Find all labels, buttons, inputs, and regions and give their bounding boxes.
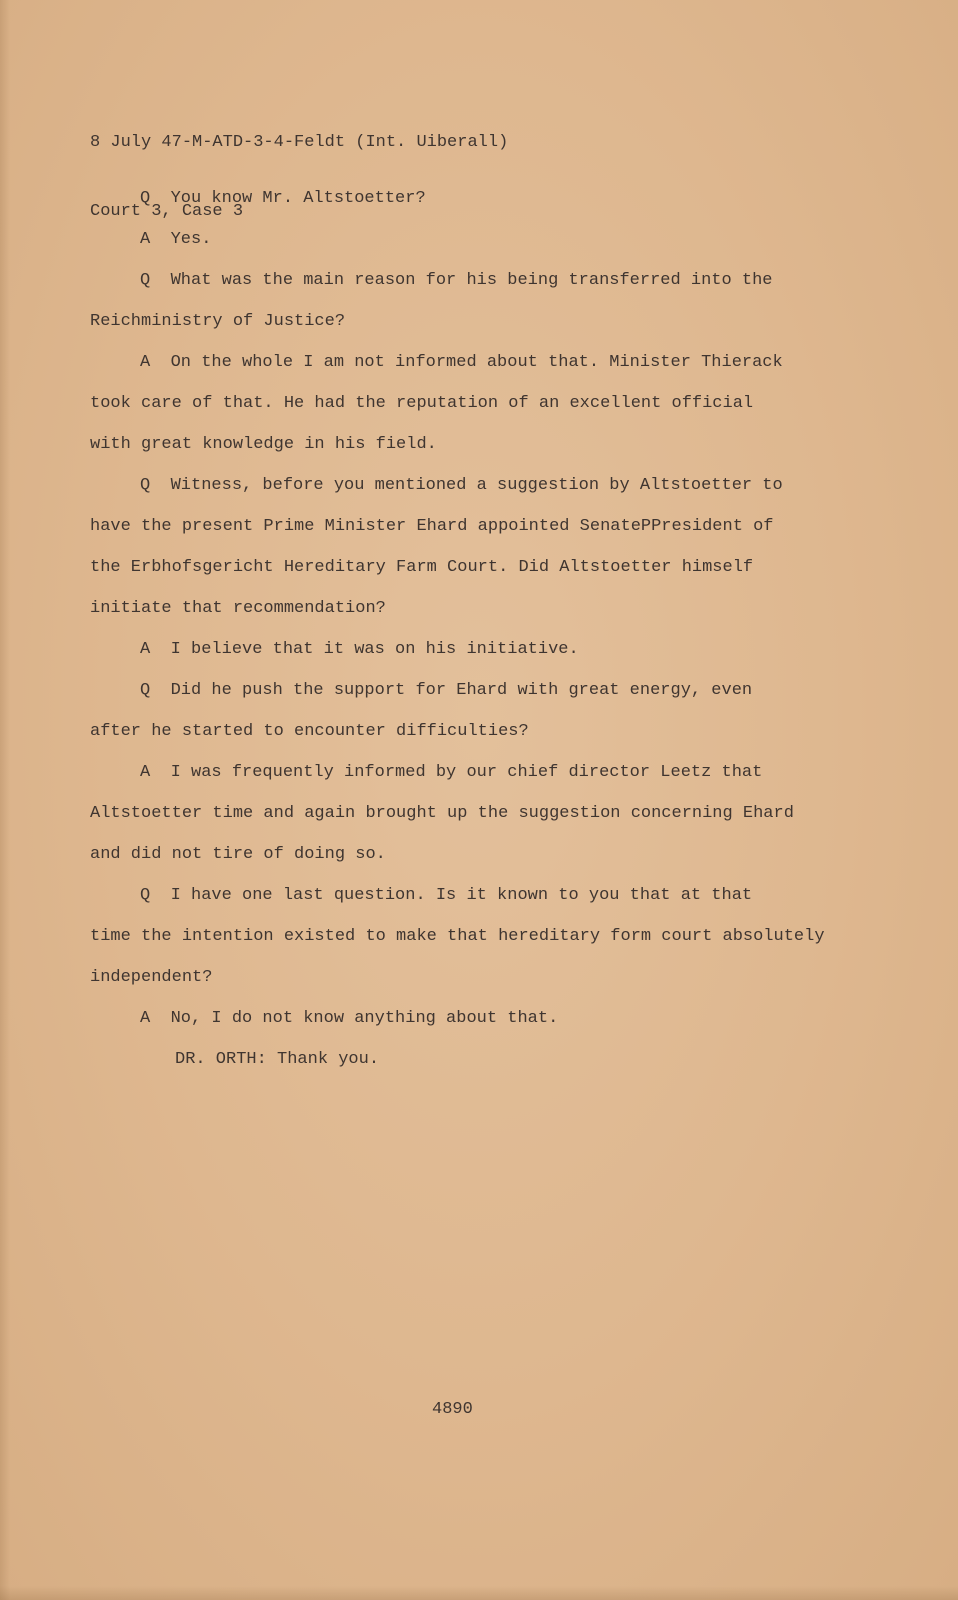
transcript-line: Q Witness, before you mentioned a suggestion by Altstoetter to [140, 476, 783, 495]
header-line-1: 8 July 47-M-ATD-3-4-Feldt (Int. Uiberall) [90, 133, 509, 152]
transcript-line: with great knowledge in his field. [90, 435, 437, 454]
paper-edge-shadow [0, 0, 10, 1600]
transcript-line: and did not tire of doing so. [90, 845, 386, 864]
transcript-line: A Yes. [140, 230, 212, 249]
transcript-line: Q What was the main reason for his being transferred into the [140, 271, 773, 290]
transcript-line: Q Did he push the support for Ehard with great energy, even [140, 681, 753, 700]
paper-bottom-shadow [0, 1586, 958, 1600]
transcript-line: Q You know Mr. Altstoetter? [140, 189, 426, 208]
transcript-line: A No, I do not know anything about that. [140, 1009, 559, 1028]
transcript-line: A On the whole I am not informed about that. Minister Thierack [140, 353, 783, 372]
transcript-line: time the intention existed to make that hereditary form court absolutely [90, 927, 825, 946]
transcript-line: have the present Prime Minister Ehard appointed SenatePPresident of [90, 517, 774, 536]
transcript-line: Reichministry of Justice? [90, 312, 346, 331]
transcript-line: the Erbhofsgericht Hereditary Farm Court. Did Altstoetter himself [90, 558, 754, 577]
transcript-line: took care of that. He had the reputation of an excellent official [90, 394, 754, 413]
transcript-line: initiate that recommendation? [90, 599, 386, 618]
transcript-line: A I believe that it was on his initiative. [140, 640, 579, 659]
transcript-line: A I was frequently informed by our chief director Leetz that [140, 763, 763, 782]
header-line-2: Court 3, Case 3 [90, 202, 244, 221]
transcript-line: Q I have one last question. Is it known to you that at that [140, 886, 753, 905]
page-number: 4890 [432, 1400, 473, 1419]
transcript-line: Altstoetter time and again brought up the suggestion concerning Ehard [90, 804, 794, 823]
transcript-line: DR. ORTH: Thank you. [175, 1050, 380, 1069]
transcript-line: independent? [90, 968, 213, 987]
transcript-line: after he started to encounter difficulties? [90, 722, 529, 741]
